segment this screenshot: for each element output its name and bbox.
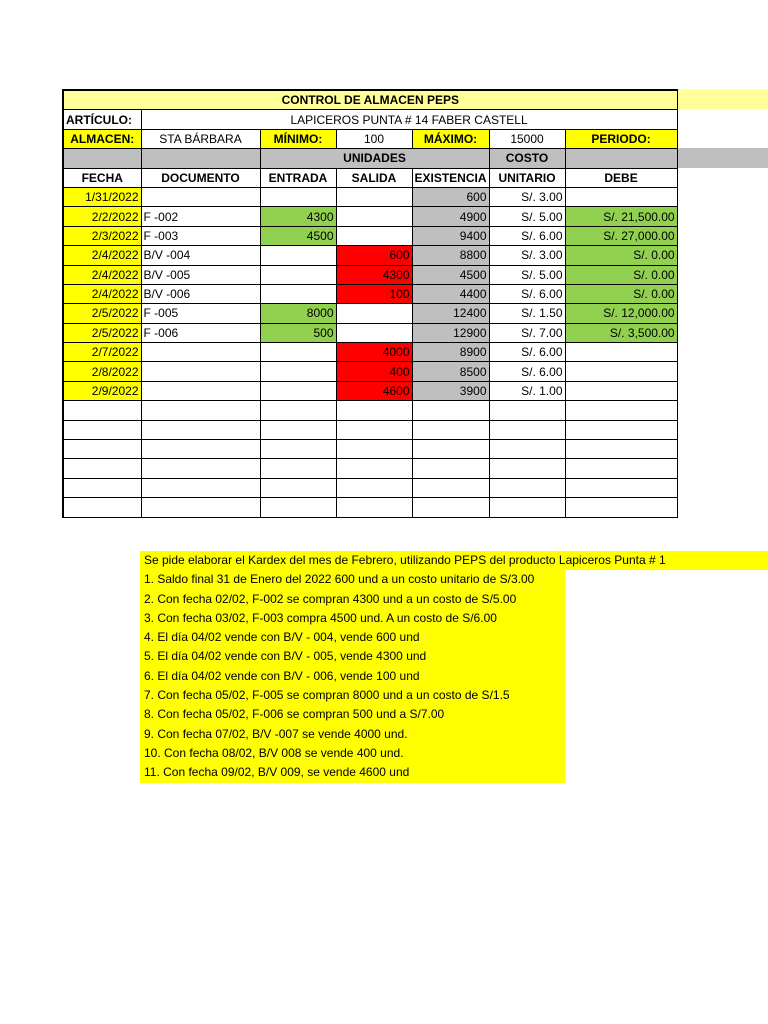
- empty-cell[interactable]: [336, 459, 412, 478]
- cell-salida[interactable]: 400: [336, 362, 412, 381]
- maximo-label: MÁXIMO:: [412, 129, 489, 148]
- cell-debe[interactable]: S/. 27,000.00: [565, 226, 677, 245]
- empty-cell[interactable]: [141, 459, 260, 478]
- cell-entrada[interactable]: 4300: [260, 207, 336, 226]
- cell-fecha[interactable]: 2/4/2022: [63, 246, 141, 265]
- cell-debe[interactable]: S/. 0.00: [565, 284, 677, 303]
- cell-salida[interactable]: [336, 226, 412, 245]
- table-row: [63, 343, 677, 362]
- empty-cell[interactable]: [489, 401, 565, 420]
- cell-debe[interactable]: [565, 187, 677, 206]
- group-header-blank: [565, 149, 677, 168]
- cell-fecha[interactable]: 2/7/2022: [63, 343, 141, 362]
- cell-debe[interactable]: S/. 21,500.00: [565, 207, 677, 226]
- col-header-salida: SALIDA: [336, 168, 412, 187]
- maximo-value[interactable]: 15000: [489, 129, 565, 148]
- empty-row: [63, 459, 677, 478]
- cell-fecha[interactable]: 2/2/2022: [63, 207, 141, 226]
- cell-entrada[interactable]: [260, 362, 336, 381]
- cell-unitario[interactable]: S/. 6.00: [489, 284, 565, 303]
- empty-cell[interactable]: [412, 478, 489, 497]
- table-row: [63, 362, 677, 381]
- almacen-value[interactable]: STA BÁRBARA: [141, 129, 260, 148]
- cell-existencia[interactable]: 9400: [412, 226, 489, 245]
- almacen-label: ALMACEN:: [63, 129, 141, 148]
- cell-salida[interactable]: 600: [336, 246, 412, 265]
- empty-cell[interactable]: [141, 478, 260, 497]
- cell-debe[interactable]: [565, 362, 677, 381]
- empty-cell[interactable]: [565, 459, 677, 478]
- cell-fecha[interactable]: 2/4/2022: [63, 284, 141, 303]
- table-row: [63, 284, 677, 303]
- col-header-entrada: ENTRADA: [260, 168, 336, 187]
- cell-documento[interactable]: B/V -006: [141, 284, 260, 303]
- table-row: [63, 187, 677, 206]
- cell-salida[interactable]: 4300: [336, 265, 412, 284]
- kardex-sheet: [62, 89, 676, 518]
- empty-cell[interactable]: [565, 478, 677, 497]
- cell-salida[interactable]: [336, 304, 412, 323]
- cell-entrada[interactable]: 500: [260, 323, 336, 342]
- empty-cell[interactable]: [63, 401, 141, 420]
- cell-debe[interactable]: S/. 0.00: [565, 246, 677, 265]
- cell-debe[interactable]: S/. 0.00: [565, 265, 677, 284]
- cell-salida[interactable]: [336, 323, 412, 342]
- cell-fecha[interactable]: 2/5/2022: [63, 323, 141, 342]
- cell-salida[interactable]: [336, 207, 412, 226]
- empty-cell[interactable]: [489, 420, 565, 439]
- note-item: 10. Con fecha 08/02, B/V 008 se vende 400 und.: [140, 744, 565, 763]
- note-item: 8. Con fecha 05/02, F-006 se compran 500 und a S/7.00: [140, 705, 565, 724]
- empty-cell[interactable]: [260, 420, 336, 439]
- cell-existencia[interactable]: 12400: [412, 304, 489, 323]
- cell-fecha[interactable]: 2/9/2022: [63, 381, 141, 400]
- empty-cell[interactable]: [565, 498, 677, 517]
- cell-entrada[interactable]: 8000: [260, 304, 336, 323]
- group-header-blank: [63, 149, 141, 168]
- cell-existencia[interactable]: 4400: [412, 284, 489, 303]
- empty-cell[interactable]: [260, 478, 336, 497]
- cell-entrada[interactable]: [260, 381, 336, 400]
- unidades-header: UNIDADES: [260, 149, 489, 168]
- cell-unitario[interactable]: S/. 6.00: [489, 362, 565, 381]
- cell-fecha[interactable]: 2/3/2022: [63, 226, 141, 245]
- cell-unitario[interactable]: S/. 5.00: [489, 265, 565, 284]
- cell-entrada[interactable]: [260, 284, 336, 303]
- cell-entrada[interactable]: [260, 246, 336, 265]
- cell-existencia[interactable]: 4500: [412, 265, 489, 284]
- cell-existencia[interactable]: 600: [412, 187, 489, 206]
- cell-fecha[interactable]: 2/8/2022: [63, 362, 141, 381]
- cell-documento[interactable]: B/V -004: [141, 246, 260, 265]
- cell-existencia[interactable]: 8500: [412, 362, 489, 381]
- cell-documento[interactable]: [141, 362, 260, 381]
- empty-cell[interactable]: [336, 478, 412, 497]
- cell-entrada[interactable]: [260, 187, 336, 206]
- empty-cell[interactable]: [63, 420, 141, 439]
- empty-cell[interactable]: [141, 420, 260, 439]
- empty-cell[interactable]: [260, 440, 336, 459]
- cell-salida[interactable]: [336, 187, 412, 206]
- empty-cell[interactable]: [565, 440, 677, 459]
- column-header-row: [63, 168, 677, 187]
- cell-entrada[interactable]: [260, 343, 336, 362]
- cell-unitario[interactable]: S/. 3.00: [489, 187, 565, 206]
- title-row: [63, 90, 677, 110]
- empty-cell[interactable]: [63, 498, 141, 517]
- cell-salida[interactable]: 4600: [336, 381, 412, 400]
- cell-documento[interactable]: B/V -005: [141, 265, 260, 284]
- col-header-debe: DEBE: [565, 168, 677, 187]
- cell-documento[interactable]: F -005: [141, 304, 260, 323]
- empty-cell[interactable]: [63, 440, 141, 459]
- empty-cell[interactable]: [565, 420, 677, 439]
- note-item: 4. El día 04/02 vende con B/V - 004, vende 600 und: [140, 628, 565, 647]
- empty-cell[interactable]: [412, 498, 489, 517]
- empty-cell[interactable]: [63, 459, 141, 478]
- note-item: 2. Con fecha 02/02, F-002 se compran 4300 und a un costo de S/5.00: [140, 590, 565, 609]
- cell-fecha[interactable]: 2/5/2022: [63, 304, 141, 323]
- cell-debe[interactable]: S/. 12,000.00: [565, 304, 677, 323]
- note-item: 1. Saldo final 31 de Enero del 2022 600 und a un costo unitario de S/3.00: [140, 570, 565, 589]
- empty-cell[interactable]: [336, 440, 412, 459]
- empty-cell[interactable]: [412, 459, 489, 478]
- articulo-row: [63, 110, 677, 129]
- cell-entrada[interactable]: 4500: [260, 226, 336, 245]
- empty-cell[interactable]: [412, 420, 489, 439]
- cell-existencia[interactable]: 4900: [412, 207, 489, 226]
- group-header-blank: [141, 149, 260, 168]
- table-title: CONTROL DE ALMACEN PEPS: [63, 90, 677, 110]
- cell-unitario[interactable]: S/. 3.00: [489, 246, 565, 265]
- col-header-fecha: FECHA: [63, 168, 141, 187]
- empty-cell[interactable]: [336, 498, 412, 517]
- empty-cell[interactable]: [489, 478, 565, 497]
- cell-fecha[interactable]: 2/4/2022: [63, 265, 141, 284]
- empty-cell[interactable]: [260, 401, 336, 420]
- empty-cell[interactable]: [141, 401, 260, 420]
- cell-documento[interactable]: F -003: [141, 226, 260, 245]
- table-row: [63, 381, 677, 400]
- empty-row: [63, 478, 677, 497]
- minimo-value[interactable]: 100: [336, 129, 412, 148]
- empty-row: [63, 498, 677, 517]
- empty-cell[interactable]: [260, 498, 336, 517]
- cell-existencia[interactable]: 8900: [412, 343, 489, 362]
- empty-cell[interactable]: [336, 401, 412, 420]
- col-header-existencia: EXISTENCIA: [412, 168, 489, 187]
- cell-documento[interactable]: [141, 187, 260, 206]
- table-row: [63, 323, 677, 342]
- cell-unitario[interactable]: S/. 1.50: [489, 304, 565, 323]
- cell-unitario[interactable]: S/. 5.00: [489, 207, 565, 226]
- costo-header: COSTO: [489, 149, 565, 168]
- cell-debe[interactable]: S/. 3,500.00: [565, 323, 677, 342]
- cell-documento[interactable]: [141, 343, 260, 362]
- cell-documento[interactable]: F -006: [141, 323, 260, 342]
- note-item: 11. Con fecha 09/02, B/V 009, se vende 4600 und: [140, 763, 565, 782]
- cell-debe[interactable]: [565, 381, 677, 400]
- note-item: 9. Con fecha 07/02, B/V -007 se vende 4000 und.: [140, 725, 565, 744]
- notes-intro: Se pide elaborar el Kardex del mes de Febrero, utilizando PEPS del producto Lapiceros Punta # 1: [140, 551, 768, 570]
- cell-documento[interactable]: F -002: [141, 207, 260, 226]
- gray-band-extension: [676, 148, 768, 168]
- cell-unitario[interactable]: S/. 1.00: [489, 381, 565, 400]
- empty-cell[interactable]: [489, 440, 565, 459]
- table-row: [63, 207, 677, 226]
- group-header-row: [63, 149, 677, 168]
- cell-salida[interactable]: 100: [336, 284, 412, 303]
- empty-cell[interactable]: [489, 498, 565, 517]
- empty-cell[interactable]: [63, 478, 141, 497]
- col-header-unitario: UNITARIO: [489, 168, 565, 187]
- empty-cell[interactable]: [141, 440, 260, 459]
- articulo-label: ARTÍCULO:: [63, 110, 141, 129]
- minimo-label: MÍNIMO:: [260, 129, 336, 148]
- cell-salida[interactable]: 4000: [336, 343, 412, 362]
- cell-unitario[interactable]: S/. 6.00: [489, 343, 565, 362]
- title-band-extension: [676, 89, 768, 109]
- empty-row: [63, 401, 677, 420]
- periodo-label: PERIODO:: [565, 129, 677, 148]
- almacen-row: [63, 129, 677, 148]
- cell-debe[interactable]: [565, 343, 677, 362]
- cell-existencia[interactable]: 12900: [412, 323, 489, 342]
- cell-unitario[interactable]: S/. 6.00: [489, 226, 565, 245]
- articulo-value[interactable]: LAPICEROS PUNTA # 14 FABER CASTELL: [141, 110, 677, 129]
- instructions-notes: [140, 551, 768, 783]
- cell-unitario[interactable]: S/. 7.00: [489, 323, 565, 342]
- empty-row: [63, 440, 677, 459]
- cell-fecha[interactable]: 1/31/2022: [63, 187, 141, 206]
- table-row: [63, 265, 677, 284]
- cell-documento[interactable]: [141, 381, 260, 400]
- table-row: [63, 246, 677, 265]
- note-item: 6. El día 04/02 vende con B/V - 006, vende 100 und: [140, 667, 565, 686]
- cell-existencia[interactable]: 8800: [412, 246, 489, 265]
- note-item: 7. Con fecha 05/02, F-005 se compran 8000 und a un costo de S/1.5: [140, 686, 565, 705]
- cell-existencia[interactable]: 3900: [412, 381, 489, 400]
- empty-cell[interactable]: [489, 459, 565, 478]
- kardex-table: [62, 89, 678, 518]
- empty-cell[interactable]: [336, 420, 412, 439]
- empty-row: [63, 420, 677, 439]
- empty-cell[interactable]: [260, 459, 336, 478]
- table-row: [63, 226, 677, 245]
- table-row: [63, 304, 677, 323]
- note-item: 3. Con fecha 03/02, F-003 compra 4500 und. A un costo de S/6.00: [140, 609, 565, 628]
- cell-entrada[interactable]: [260, 265, 336, 284]
- empty-cell[interactable]: [412, 440, 489, 459]
- empty-cell[interactable]: [141, 498, 260, 517]
- col-header-documento: DOCUMENTO: [141, 168, 260, 187]
- note-item: 5. El día 04/02 vende con B/V - 005, vende 4300 und: [140, 647, 565, 666]
- empty-cell[interactable]: [412, 401, 489, 420]
- empty-cell[interactable]: [565, 401, 677, 420]
